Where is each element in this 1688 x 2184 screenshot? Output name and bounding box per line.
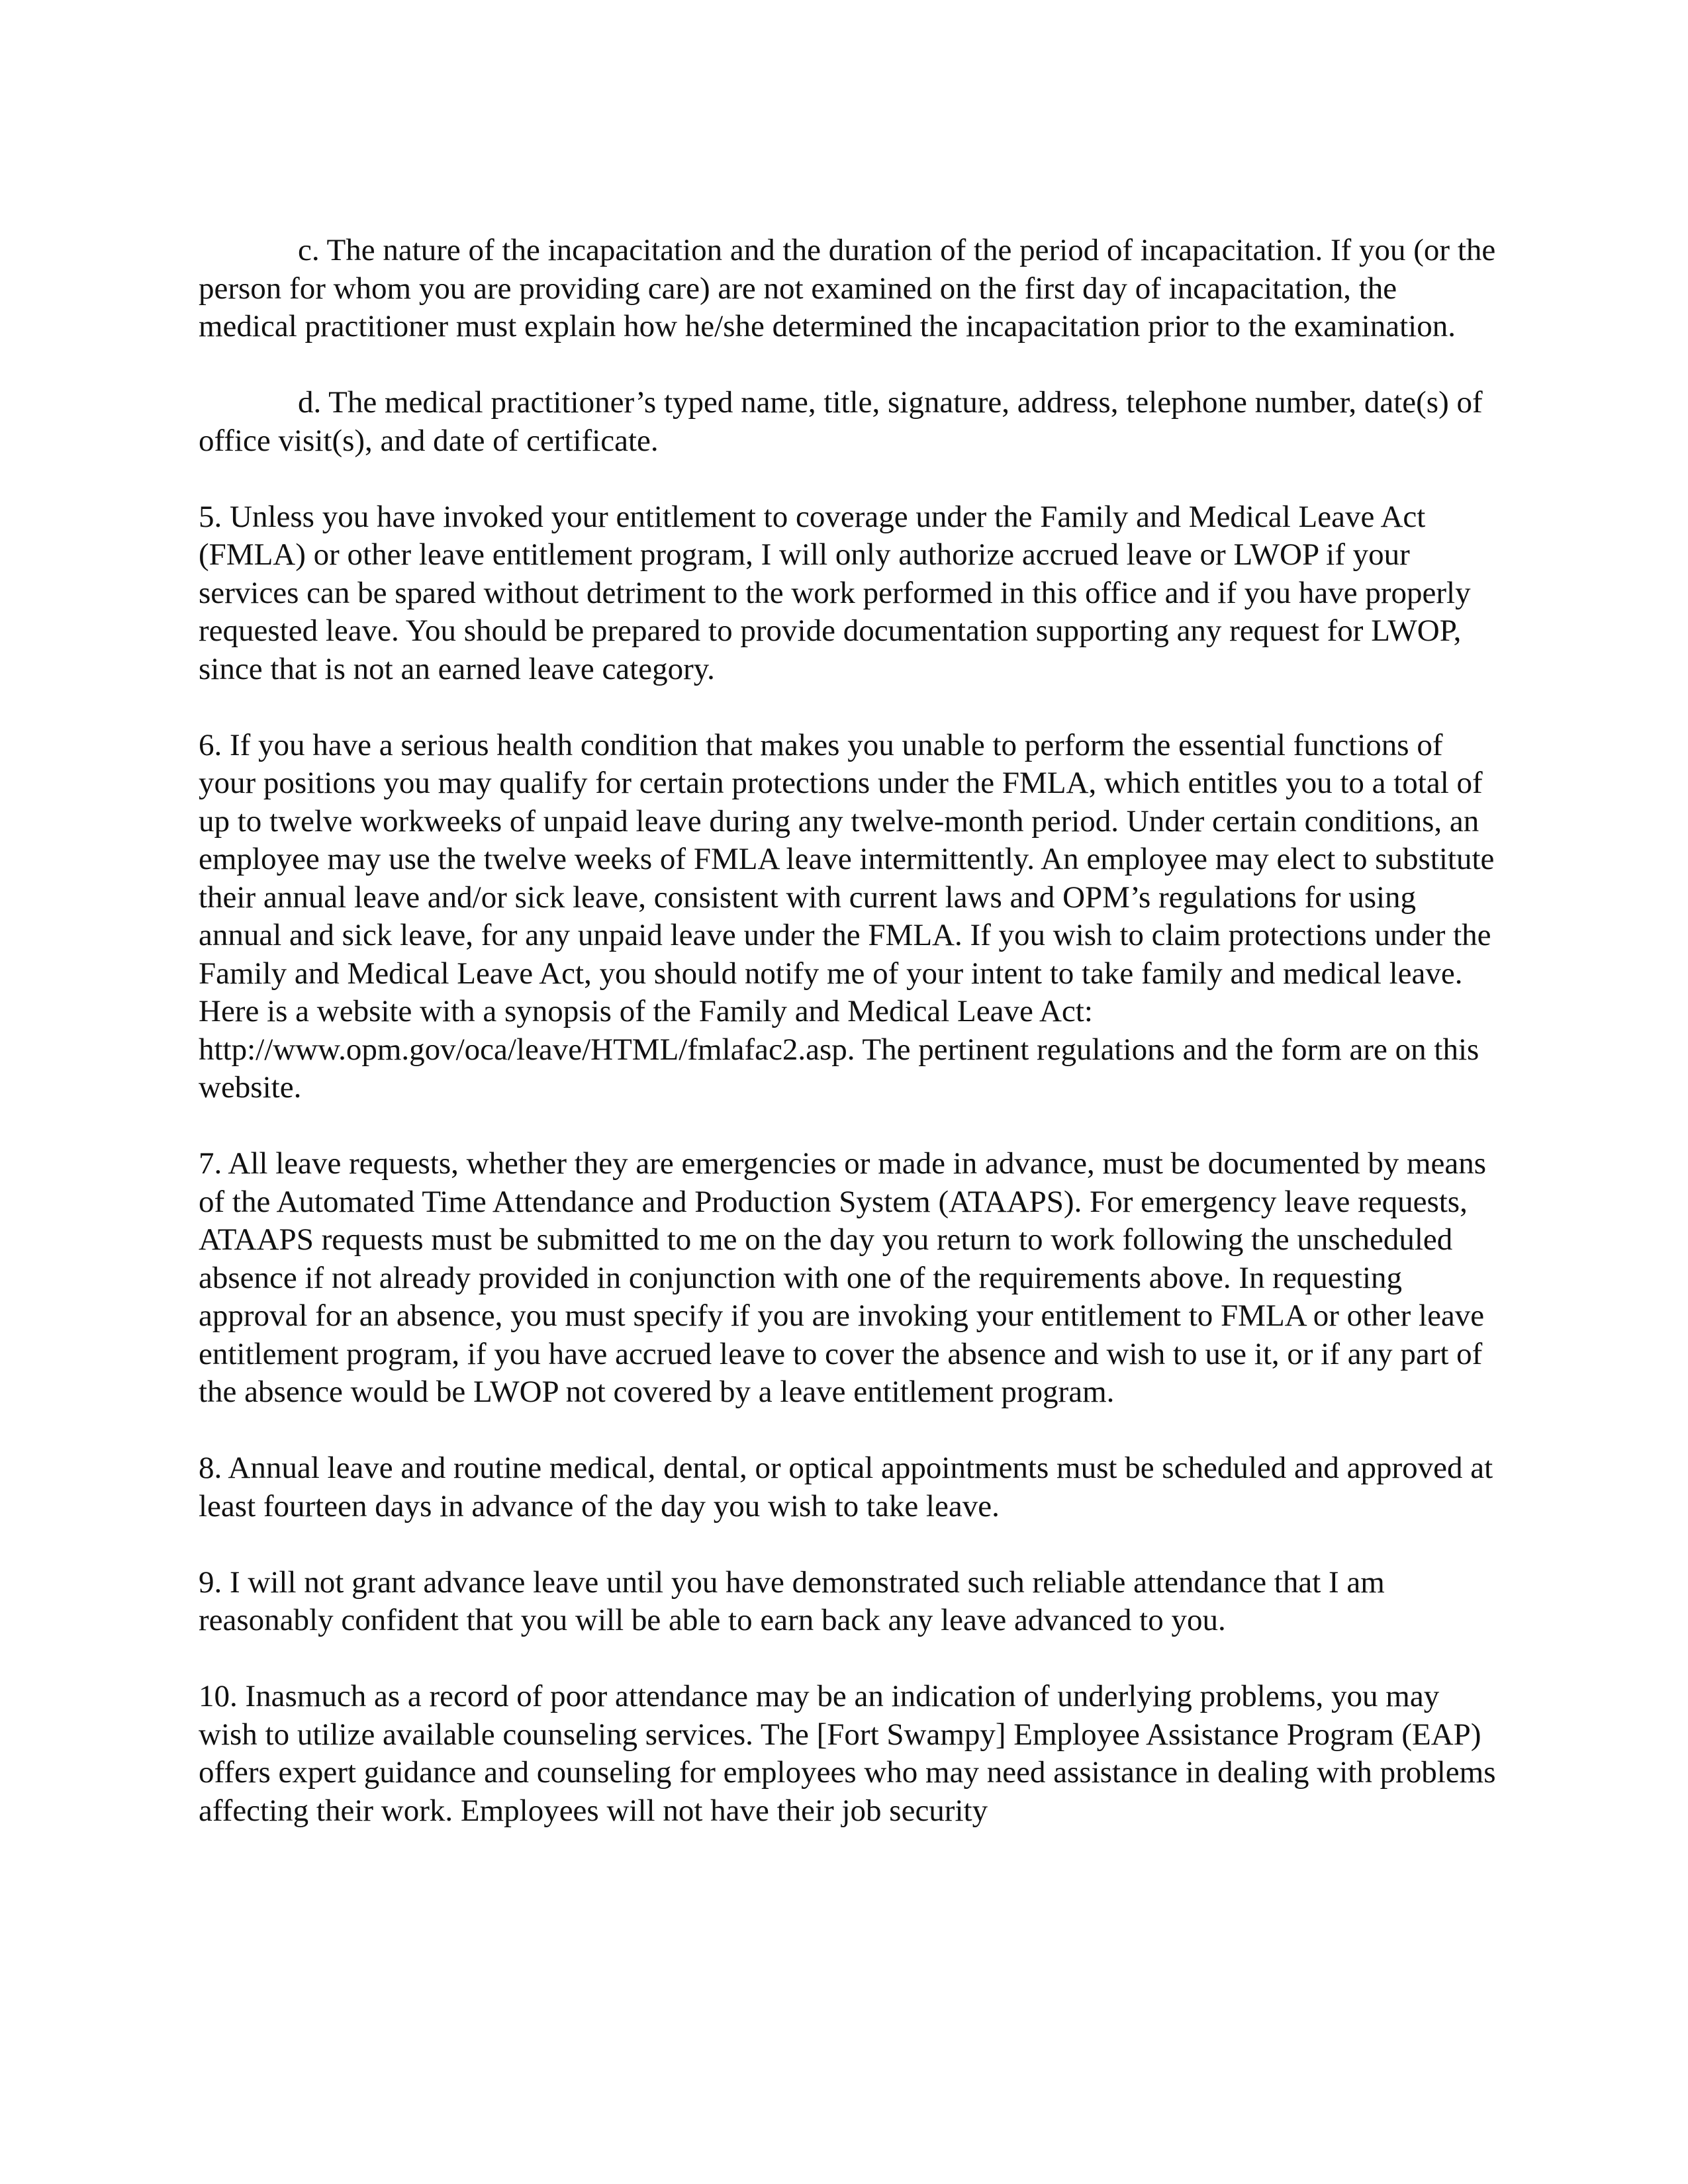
paragraph-9: 9. I will not grant advance leave until you have demonstrated such reliable attendance that I am reasonably confident that you will be able to earn back any leave advanced to you. (199, 1565, 1385, 1637)
paragraph-item-d: d. The medical practitioner’s typed name, title, signature, address, telephone number, date(s) of office visit(s), and date of certificate. (199, 385, 1483, 458)
paragraph-8: 8. Annual leave and routine medical, dental, or optical appointments must be scheduled and approved at least fourteen days in advance of the day you wish to take leave. (199, 1451, 1493, 1524)
document-page (199, 232, 1496, 1830)
paragraph-5: 5. Unless you have invoked your entitlement to coverage under the Family and Medical Leave Act (FMLA) or other leave entitlement program, I will only authorize accrued leave or LWOP if your services can be spared without detriment to the work performed in this office and if you have properly requested leave. You should be prepared to provide documentation supporting any request for LWOP, since that is not an earned leave category. (199, 499, 1471, 686)
paragraph-item-c: c. The nature of the incapacitation and the duration of the period of incapacitation. If you (or the person for whom you are providing care) are not examined on the first day of incapacitation, the medical practitioner must explain how he/she determined the incapacitation prior to the examination. (199, 233, 1496, 343)
paragraph-6: 6. If you have a serious health condition that makes you unable to perform the essential functions of your positions you may qualify for certain protections under the FMLA, which entitles you to a total of up to twelve workweeks of unpaid leave during any twelve-month period. Under certain conditions, an employee may use the twelve weeks of FMLA leave intermittently. An employee may elect to substitute their annual leave and/or sick leave, consistent with current laws and OPM’s regulations for using annual and sick leave, for any unpaid leave under the FMLA. If you wish to claim protections under the Family and Medical Leave Act, you should notify me of your intent to take family and medical leave. Here is a website with a synopsis of the Family and Medical Leave Act: http://www.opm.gov/oca/leave/HTML/fmlafac2.asp. The pertinent regulations and the form are on this website. (199, 727, 1495, 1105)
paragraph-7: 7. All leave requests, whether they are emergencies or made in advance, must be documented by means of the Automated Time Attendance and Production System (ATAAPS). For emergency leave requests, ATAAPS requests must be submitted to me on the day you return to work following the unscheduled absence if not already provided in conjunction with one of the requirements above. In requesting approval for an absence, you must specify if you are invoking your entitlement to FMLA or other leave entitlement program, if you have accrued leave to cover the absence and wish to use it, or if any part of the absence would be LWOP not covered by a leave entitlement program. (199, 1146, 1487, 1409)
paragraph-10: 10. Inasmuch as a record of poor attendance may be an indication of underlying problems, you may wish to utilize available counseling services. The [Fort Swampy] Employee Assistance Program (EAP) offers expert guidance and counseling for employees who may need assistance in dealing with problems affecting their work. Employees will not have their job security (199, 1679, 1496, 1828)
